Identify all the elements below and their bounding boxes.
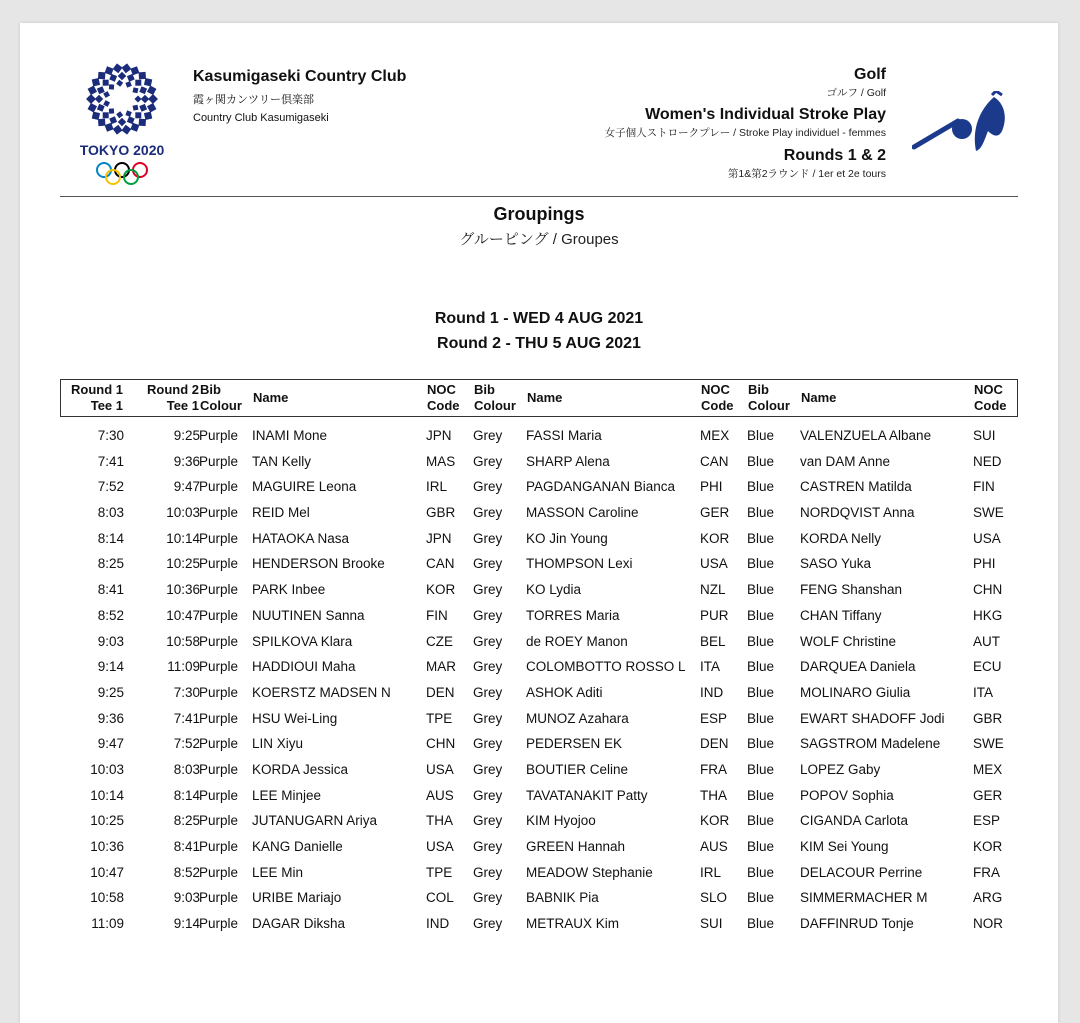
page-subtitle: グルーピング / Groupes	[459, 231, 619, 248]
header-noc-code-3: NOC Code	[974, 382, 1007, 413]
bib-colour-2: Grey	[473, 582, 503, 598]
bib-colour-2: Grey	[473, 530, 503, 546]
noc-code-3: SWE	[973, 736, 1004, 752]
bib-colour-3: Blue	[747, 479, 775, 495]
player-name-3: DELACOUR Perrine	[800, 864, 923, 880]
noc-code-3: ESP	[973, 813, 1001, 829]
player-name-2: COLOMBOTTO ROSSO L	[526, 659, 686, 675]
player-name-1: KANG Danielle	[252, 839, 343, 854]
noc-code-2: GER	[700, 505, 730, 521]
player-name-2: MUNOZ Azahara	[526, 710, 629, 726]
noc-code-1: IRL	[426, 479, 448, 495]
noc-code-3: MEX	[973, 761, 1003, 777]
player-name-2: PAGDANGANAN Bianca	[526, 479, 676, 495]
player-name-1: TAN Kelly	[252, 453, 312, 469]
bib-colour-3: Blue	[747, 582, 775, 598]
table-row	[60, 500, 1018, 526]
rounds-label: Rounds 1 & 2	[783, 147, 886, 164]
player-name-3: CASTREN Matilda	[800, 479, 912, 495]
noc-code-3: NED	[973, 453, 1002, 469]
noc-code-3: FIN	[973, 479, 995, 495]
bib-colour-3: Blue	[747, 556, 775, 572]
player-name-1: REID Mel	[252, 505, 310, 521]
bib-colour-2: Grey	[473, 710, 503, 726]
player-name-2: KO Lydia	[526, 582, 582, 598]
table-row	[60, 526, 1018, 552]
round2-tee-time: 10:36	[166, 582, 200, 598]
bib-colour-1: Purple	[199, 453, 239, 469]
noc-code-3: AUT	[973, 633, 1000, 649]
noc-code-3: GBR	[973, 710, 1003, 726]
table-row	[60, 885, 1018, 911]
player-name-2: PEDERSEN EK	[526, 736, 623, 752]
player-name-2: THOMPSON Lexi	[526, 556, 633, 572]
bib-colour-1: Purple	[199, 428, 239, 443]
bib-colour-1: Purple	[199, 787, 239, 803]
table-row	[60, 757, 1018, 783]
round1-tee-time: 11:09	[91, 916, 124, 932]
round1-tee-time: 7:52	[97, 479, 124, 495]
player-name-3: van DAM Anne	[800, 453, 891, 469]
player-name-3: EWART SHADOFF Jodi	[800, 710, 945, 726]
noc-code-1: USA	[426, 839, 454, 854]
noc-code-1: CZE	[426, 633, 453, 649]
bib-colour-1: Purple	[199, 633, 239, 649]
bib-colour-2: Grey	[473, 428, 503, 443]
bib-colour-1: Purple	[199, 607, 239, 623]
player-name-2: MASSON Caroline	[526, 505, 639, 521]
bib-colour-3: Blue	[747, 787, 775, 803]
noc-code-2: AUS	[700, 839, 728, 854]
player-name-1: HATAOKA Nasa	[252, 530, 350, 546]
round2-tee-time: 8:41	[173, 839, 200, 854]
header-round1-tee: Round 1 Tee 1	[71, 382, 123, 413]
player-name-3: SASO Yuka	[800, 556, 872, 572]
table-row	[60, 551, 1018, 577]
noc-code-2: PUR	[700, 607, 729, 623]
table-row	[60, 474, 1018, 500]
event-name: Women's Individual Stroke Play	[645, 106, 886, 123]
golf-pictogram-icon	[912, 91, 1010, 159]
round1-tee-time: 10:14	[90, 787, 124, 803]
player-name-3: KORDA Nelly	[800, 530, 882, 546]
bib-colour-2: Grey	[473, 839, 503, 854]
noc-code-3: SWE	[973, 505, 1004, 521]
bib-colour-3: Blue	[747, 761, 775, 777]
noc-code-3: ITA	[973, 684, 993, 700]
player-name-1: HSU Wei-Ling	[252, 710, 338, 726]
player-name-3: CHAN Tiffany	[800, 607, 882, 623]
round1-tee-time: 8:25	[97, 556, 124, 572]
bib-colour-2: Grey	[473, 479, 503, 495]
player-name-1: HADDIOUI Maha	[252, 659, 356, 675]
header-round2-tee: Round 2 Tee 1	[147, 382, 199, 413]
player-name-2: MEADOW Stephanie	[526, 864, 653, 880]
bib-colour-3: Blue	[747, 864, 775, 880]
round1-tee-time: 10:58	[90, 890, 124, 906]
round2-tee-time: 8:25	[173, 813, 200, 829]
round2-tee-time: 8:03	[173, 761, 200, 777]
bib-colour-1: Purple	[199, 761, 239, 777]
player-name-1: PARK Inbee	[252, 582, 326, 598]
player-name-3: FENG Shanshan	[800, 582, 903, 598]
tokyo-2020-emblem-icon	[80, 63, 164, 193]
player-name-3: WOLF Christine	[800, 633, 897, 649]
noc-code-2: PHI	[700, 479, 723, 495]
player-name-3: LOPEZ Gaby	[800, 761, 881, 777]
round2-tee-time: 7:41	[173, 710, 200, 726]
noc-code-1: COL	[426, 890, 454, 906]
noc-code-1: DEN	[426, 684, 455, 700]
round2-tee-time: 9:25	[173, 428, 200, 443]
noc-code-1: MAR	[426, 659, 456, 675]
noc-code-1: USA	[426, 761, 454, 777]
noc-code-1: GBR	[426, 505, 456, 521]
round2-tee-time: 10:58	[166, 633, 200, 649]
noc-code-2: CAN	[700, 453, 729, 469]
round2-tee-time: 8:14	[173, 787, 200, 803]
table-row	[60, 706, 1018, 732]
noc-code-3: GER	[973, 787, 1003, 803]
bib-colour-3: Blue	[747, 659, 775, 675]
noc-code-1: JPN	[426, 428, 452, 443]
player-name-1: INAMI Mone	[252, 428, 328, 443]
round-dates	[20, 306, 1058, 356]
sport-name: Golf	[854, 66, 886, 83]
player-name-3: POPOV Sophia	[800, 787, 894, 803]
header-noc-code-2: NOC Code	[701, 382, 734, 413]
player-name-2: GREEN Hannah	[526, 839, 626, 854]
round2-tee-time: 10:14	[166, 530, 200, 546]
noc-code-3: SUI	[973, 428, 996, 443]
bib-colour-2: Grey	[473, 761, 503, 777]
noc-code-1: TPE	[426, 710, 453, 726]
player-name-3: DARQUEA Daniela	[800, 659, 916, 675]
bib-colour-2: Grey	[473, 916, 503, 932]
venue-name-japanese: 霞ヶ関カンツリー倶楽部	[193, 94, 314, 106]
bib-colour-3: Blue	[747, 710, 775, 726]
header-divider	[60, 196, 1018, 197]
bib-colour-3: Blue	[747, 453, 775, 469]
round2-tee-time: 9:36	[173, 453, 200, 469]
venue-name: Kasumigaseki Country Club	[193, 68, 407, 85]
noc-code-3: FRA	[973, 864, 1000, 880]
round2-tee-time: 7:30	[173, 684, 200, 700]
noc-code-1: FIN	[426, 607, 448, 623]
round2-tee-time: 8:52	[173, 864, 200, 880]
noc-code-2: BEL	[700, 633, 726, 649]
bib-colour-1: Purple	[199, 813, 239, 829]
bib-colour-2: Grey	[473, 736, 503, 752]
table-row	[60, 911, 1018, 937]
round1-tee-time: 7:41	[97, 453, 124, 469]
player-name-1: JUTANUGARN Ariya	[252, 813, 378, 829]
header-name-1: Name	[253, 390, 289, 405]
player-name-1: DAGAR Diksha	[252, 916, 346, 932]
bib-colour-2: Grey	[473, 659, 503, 675]
player-name-1: KORDA Jessica	[252, 761, 349, 777]
table-body	[60, 417, 1018, 937]
noc-code-1: THA	[426, 813, 453, 829]
noc-code-1: TPE	[426, 864, 453, 880]
table-row	[60, 808, 1018, 834]
player-name-1: KOERSTZ MADSEN N	[252, 684, 391, 700]
round1-tee-time: 9:25	[97, 684, 124, 700]
noc-code-2: ITA	[700, 659, 720, 675]
round1-tee-time: 10:36	[90, 839, 124, 854]
player-name-3: KIM Sei Young	[800, 839, 889, 854]
noc-code-2: IRL	[700, 864, 722, 880]
bib-colour-2: Grey	[473, 890, 503, 906]
player-name-1: LIN Xiyu	[252, 736, 304, 752]
round-2-date: Round 2 - THU 5 AUG 2021	[437, 335, 641, 352]
player-name-2: ASHOK Aditi	[526, 684, 603, 700]
header-name-2: Name	[527, 390, 563, 405]
player-name-2: KIM Hyojoo	[526, 813, 596, 829]
groupings-table	[60, 379, 1018, 937]
round2-tee-time: 9:47	[173, 479, 200, 495]
noc-code-3: CHN	[973, 582, 1003, 598]
player-name-3: CIGANDA Carlota	[800, 813, 909, 829]
bib-colour-1: Purple	[199, 582, 239, 598]
header-bib-colour-1: Bib Colour	[200, 382, 242, 413]
noc-code-2: KOR	[700, 530, 730, 546]
player-name-3: MOLINARO Giulia	[800, 684, 911, 700]
noc-code-2: DEN	[700, 736, 729, 752]
title-block	[20, 204, 1058, 249]
round1-tee-time: 8:03	[97, 505, 124, 521]
round2-tee-time: 9:14	[173, 916, 200, 932]
noc-code-2: FRA	[700, 761, 727, 777]
noc-code-1: KOR	[426, 582, 456, 598]
bib-colour-3: Blue	[747, 428, 775, 443]
player-name-1: MAGUIRE Leona	[252, 479, 357, 495]
bib-colour-2: Grey	[473, 684, 503, 700]
bib-colour-1: Purple	[199, 710, 239, 726]
round1-tee-time: 10:47	[90, 864, 124, 880]
noc-code-2: KOR	[700, 813, 730, 829]
noc-code-1: MAS	[426, 453, 456, 469]
round2-tee-time: 7:52	[173, 736, 200, 752]
player-name-1: HENDERSON Brooke	[252, 556, 385, 572]
round2-tee-time: 10:03	[166, 505, 200, 521]
noc-code-1: CHN	[426, 736, 456, 752]
table-header	[60, 379, 1018, 417]
bib-colour-1: Purple	[199, 479, 239, 495]
bib-colour-2: Grey	[473, 556, 503, 572]
noc-code-1: AUS	[426, 787, 454, 803]
table-row	[60, 577, 1018, 603]
player-name-1: URIBE Mariajo	[252, 890, 342, 906]
player-name-2: SHARP Alena	[526, 453, 610, 469]
bib-colour-1: Purple	[199, 916, 239, 932]
bib-colour-3: Blue	[747, 813, 775, 829]
noc-code-1: JPN	[426, 530, 452, 546]
round1-tee-time: 8:14	[97, 530, 124, 546]
event-name-sub: 女子個人ストロークプレー / Stroke Play individuel - femmes	[604, 127, 886, 139]
noc-code-3: ECU	[973, 659, 1002, 675]
bib-colour-2: Grey	[473, 505, 503, 521]
bib-colour-1: Purple	[199, 684, 239, 700]
noc-code-2: NZL	[700, 582, 726, 598]
player-name-1: LEE Minjee	[252, 787, 322, 803]
bib-colour-1: Purple	[199, 839, 239, 854]
round1-tee-time: 9:03	[97, 633, 124, 649]
header-noc-code-1: NOC Code	[427, 382, 460, 413]
noc-code-3: HKG	[973, 607, 1003, 623]
page-title: Groupings	[493, 204, 585, 224]
noc-code-3: PHI	[973, 556, 996, 572]
bib-colour-3: Blue	[747, 607, 775, 623]
bib-colour-3: Blue	[747, 633, 775, 649]
round1-tee-time: 9:47	[97, 736, 124, 752]
emblem-text: TOKYO 2020	[80, 142, 164, 158]
round1-tee-time: 9:36	[97, 710, 124, 726]
noc-code-2: THA	[700, 787, 727, 803]
player-name-3: DAFFINRUD Tonje	[800, 916, 914, 932]
round1-tee-time: 10:03	[90, 761, 124, 777]
table-row	[60, 449, 1018, 475]
bib-colour-2: Grey	[473, 787, 503, 803]
bib-colour-1: Purple	[199, 556, 239, 572]
bib-colour-3: Blue	[747, 684, 775, 700]
round1-tee-time: 8:41	[97, 582, 124, 598]
table-row	[60, 680, 1018, 706]
player-name-1: NUUTINEN Sanna	[252, 607, 365, 623]
rounds-label-sub: 第1&第2ラウンド / 1er et 2e tours	[727, 168, 886, 180]
round2-tee-time: 11:09	[167, 659, 200, 675]
round-1-date: Round 1 - WED 4 AUG 2021	[434, 310, 644, 327]
sport-name-sub: ゴルフ / Golf	[826, 87, 886, 99]
bib-colour-3: Blue	[747, 530, 775, 546]
player-name-2: de ROEY Manon	[526, 633, 628, 649]
player-name-3: SAGSTROM Madelene	[800, 736, 941, 752]
noc-code-1: CAN	[426, 556, 455, 572]
round1-tee-time: 7:30	[97, 428, 124, 443]
bib-colour-1: Purple	[199, 505, 239, 521]
player-name-2: BABNIK Pia	[526, 890, 599, 906]
player-name-2: METRAUX Kim	[526, 916, 620, 932]
bib-colour-3: Blue	[747, 505, 775, 521]
bib-colour-3: Blue	[747, 890, 775, 906]
player-name-3: SIMMERMACHER M	[800, 890, 928, 906]
bib-colour-3: Blue	[747, 916, 775, 932]
noc-code-2: MEX	[700, 428, 730, 443]
bib-colour-3: Blue	[747, 839, 775, 854]
player-name-2: TAVATANAKIT Patty	[526, 787, 648, 803]
header-bib-colour-2: Bib Colour	[474, 382, 516, 413]
round1-tee-time: 10:25	[90, 813, 124, 829]
noc-code-3: KOR	[973, 839, 1003, 854]
noc-code-2: USA	[700, 556, 728, 572]
bib-colour-3: Blue	[747, 736, 775, 752]
bib-colour-2: Grey	[473, 453, 503, 469]
bib-colour-2: Grey	[473, 607, 503, 623]
bib-colour-2: Grey	[473, 633, 503, 649]
bib-colour-1: Purple	[199, 736, 239, 752]
player-name-2: KO Jin Young	[526, 530, 608, 546]
player-name-2: FASSI Maria	[526, 428, 602, 443]
round2-tee-time: 10:47	[166, 607, 200, 623]
table-row	[60, 860, 1018, 886]
table-row	[60, 629, 1018, 655]
round1-tee-time: 9:14	[97, 659, 124, 675]
header-name-3: Name	[801, 390, 837, 405]
event-block	[605, 66, 886, 181]
player-name-1: SPILKOVA Klara	[252, 633, 353, 649]
noc-code-2: ESP	[700, 710, 728, 726]
venue-name-french: Country Club Kasumigaseki	[193, 112, 329, 124]
table-row	[60, 654, 1018, 680]
bib-colour-2: Grey	[473, 864, 503, 880]
player-name-1: LEE Min	[252, 864, 304, 880]
bib-colour-1: Purple	[199, 659, 239, 675]
noc-code-3: ARG	[973, 890, 1003, 906]
noc-code-1: IND	[426, 916, 450, 932]
noc-code-2: SUI	[700, 916, 723, 932]
noc-code-2: SLO	[700, 890, 728, 906]
document-page	[20, 23, 1058, 1023]
bib-colour-1: Purple	[199, 864, 239, 880]
bib-colour-1: Purple	[199, 530, 239, 546]
player-name-2: BOUTIER Celine	[526, 761, 629, 777]
table-row	[60, 783, 1018, 809]
table-row	[60, 731, 1018, 757]
player-name-3: NORDQVIST Anna	[800, 505, 915, 521]
round2-tee-time: 9:03	[173, 890, 200, 906]
table-row	[60, 423, 1018, 449]
round2-tee-time: 10:25	[166, 556, 200, 572]
player-name-3: VALENZUELA Albane	[800, 428, 932, 443]
bib-colour-1: Purple	[199, 890, 239, 906]
player-name-2: TORRES Maria	[526, 607, 620, 623]
noc-code-3: USA	[973, 530, 1001, 546]
round1-tee-time: 8:52	[97, 607, 124, 623]
table-row	[60, 603, 1018, 629]
noc-code-3: NOR	[973, 916, 1003, 932]
noc-code-2: IND	[700, 684, 724, 700]
table-row	[60, 834, 1018, 860]
bib-colour-2: Grey	[473, 813, 503, 829]
venue-block	[193, 68, 406, 124]
header-bib-colour-3: Bib Colour	[748, 382, 790, 413]
